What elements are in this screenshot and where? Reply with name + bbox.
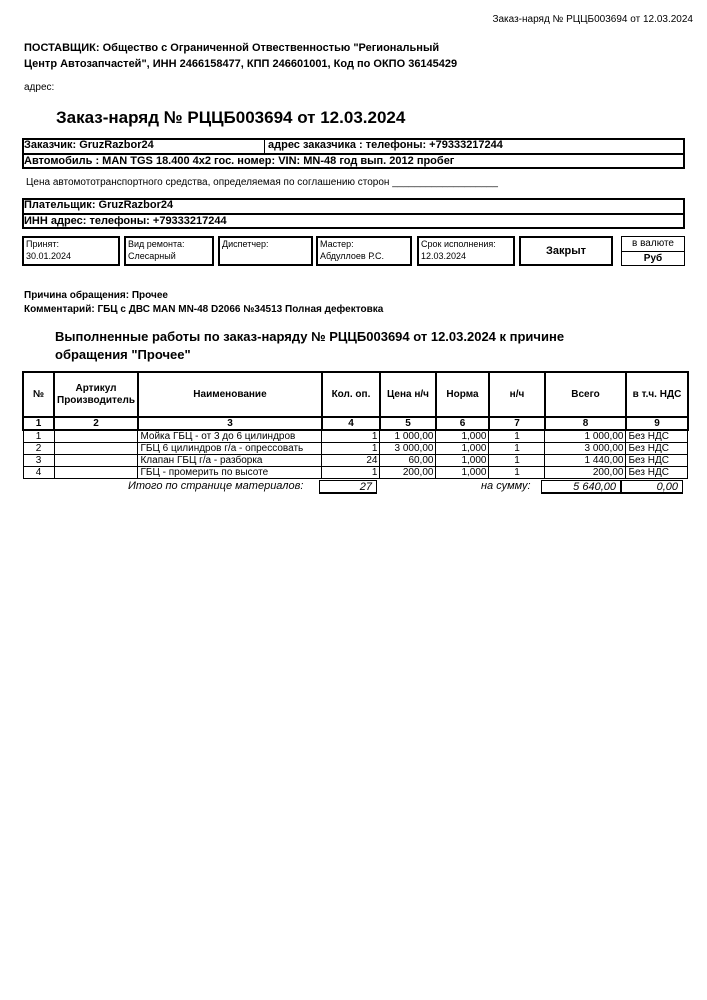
card-repair-type — [124, 236, 214, 266]
header-order-ref: Заказ-наряд № РЦЦБ003694 от 12.03.2024 — [492, 14, 693, 25]
deadline-label: Срок исполнения: — [421, 239, 496, 249]
table-number-row — [23, 417, 688, 430]
row-num: 2 — [23, 443, 54, 455]
table-row — [23, 455, 688, 467]
col-header-name: Наименование — [138, 372, 322, 417]
accepted-label: Принят: — [26, 239, 59, 249]
col-number: 7 — [489, 417, 545, 430]
col-header-total: Всего — [545, 372, 626, 417]
row-name: ГБЦ 6 цилиндров г/а - опрессовать — [138, 443, 322, 455]
master-label: Мастер: — [320, 239, 354, 249]
dispatcher-label: Диспетчер: — [222, 239, 269, 249]
price-line: Цена автомототранспортного средства, определяемая по соглашению сторон ___________________ — [26, 177, 498, 188]
customer-name: Заказчик: GruzRazbor24 — [24, 139, 154, 151]
payer-name: Плательщик: GruzRazbor24 — [24, 199, 174, 211]
row-total: 1 440,00 — [545, 455, 626, 467]
row-qty: 24 — [322, 455, 380, 467]
row-num: 4 — [23, 467, 54, 479]
row-vat: Без НДС — [626, 430, 688, 443]
row-article — [54, 430, 138, 443]
row-qty: 1 — [322, 467, 380, 479]
row-vat: Без НДС — [626, 443, 688, 455]
row-nh: 1 — [489, 467, 545, 479]
payer-inn-row — [22, 215, 685, 230]
col-header-num: № — [23, 372, 54, 417]
row-name: Мойка ГБЦ - от 3 до 6 цилиндров — [138, 430, 322, 443]
col-header-nh: н/ч — [489, 372, 545, 417]
works-table — [22, 371, 689, 479]
row-norm: 1,000 — [436, 455, 489, 467]
col-number: 9 — [626, 417, 688, 430]
comment: Комментарий: ГБЦ с ДВС MAN MN-48 D2066 №34513 Полная дефектовка — [24, 304, 384, 315]
card-accepted — [22, 236, 120, 266]
row-vat: Без НДС — [626, 467, 688, 479]
col-header-norm: Норма — [436, 372, 489, 417]
row-qty: 1 — [322, 443, 380, 455]
master-value: Абдуллоев Р.С. — [320, 251, 385, 261]
table-row — [23, 443, 688, 455]
deadline-value: 12.03.2024 — [421, 251, 467, 261]
payer-inn: ИНН адрес: телефоны: +79333217244 — [24, 215, 227, 227]
table-row — [23, 467, 688, 479]
supplier-info: ПОСТАВЩИК: Общество с Ограниченной Отвественностью "Региональный Центр Автозапчастей", ИНН 2466158477, КПП 246601001, Код по ОКПО 36145429 — [24, 42, 458, 70]
row-article — [54, 455, 138, 467]
col-number: 1 — [23, 417, 54, 430]
card-master — [316, 236, 412, 266]
row-nh: 1 — [489, 430, 545, 443]
row-article — [54, 467, 138, 479]
row-nh: 1 — [489, 455, 545, 467]
row-name: Клапан ГБЦ г/а - разборка — [138, 455, 322, 467]
currency-label: в валюте — [632, 238, 674, 249]
sum-label: на сумму: — [481, 480, 531, 492]
row-qty: 1 — [322, 430, 380, 443]
col-number: 2 — [54, 417, 138, 430]
col-header-vat: в т.ч. НДС — [626, 372, 688, 417]
row-price: 1 000,00 — [380, 430, 436, 443]
totals-label: Итого по странице материалов: — [128, 480, 304, 492]
customer-address: адрес заказчика : телефоны: +79333217244 — [264, 139, 503, 154]
vehicle-info: Автомобиль : MAN TGS 18.400 4x2 гос. номер: VIN: MN-48 год вып. 2012 пробег — [24, 155, 455, 167]
repair-type-value: Слесарный — [128, 251, 176, 261]
payer-row — [22, 199, 685, 214]
row-norm: 1,000 — [436, 443, 489, 455]
col-number: 5 — [380, 417, 436, 430]
row-total: 3 000,00 — [545, 443, 626, 455]
row-total: 1 000,00 — [545, 430, 626, 443]
row-vat: Без НДС — [626, 455, 688, 467]
currency-value: Руб — [622, 251, 684, 265]
works-title: Выполненные работы по заказ-наряду № РЦЦБ003694 от 12.03.2024 к причине обращения "Прочее" — [55, 329, 565, 362]
col-header-article: Артикул Производитель — [54, 372, 138, 417]
row-name: ГБЦ - промерить по высоте — [138, 467, 322, 479]
row-price: 3 000,00 — [380, 443, 436, 455]
document-title: Заказ-наряд № РЦЦБ003694 от 12.03.2024 — [56, 108, 406, 127]
col-header-price: Цена н/ч — [380, 372, 436, 417]
accepted-value: 30.01.2024 — [26, 251, 72, 261]
table-row — [23, 430, 688, 443]
row-num: 1 — [23, 430, 54, 443]
sum-total: 5 640,00 — [541, 480, 621, 494]
status-badge: Закрыт — [519, 236, 613, 266]
repair-type-label: Вид ремонта: — [128, 239, 185, 249]
card-deadline — [417, 236, 515, 266]
col-number: 6 — [436, 417, 489, 430]
card-dispatcher — [218, 236, 313, 266]
vehicle-row — [22, 155, 685, 170]
card-currency — [621, 236, 685, 266]
col-number: 3 — [138, 417, 322, 430]
customer-row — [22, 139, 685, 154]
reason: Причина обращения: Прочее — [24, 290, 168, 301]
row-price: 200,00 — [380, 467, 436, 479]
col-number: 4 — [322, 417, 380, 430]
row-norm: 1,000 — [436, 430, 489, 443]
supplier-address-label: адрес: — [24, 82, 55, 93]
col-number: 8 — [545, 417, 626, 430]
row-num: 3 — [23, 455, 54, 467]
row-price: 60,00 — [380, 455, 436, 467]
row-norm: 1,000 — [436, 467, 489, 479]
row-total: 200,00 — [545, 467, 626, 479]
col-header-qty: Кол. оп. — [322, 372, 380, 417]
row-article — [54, 443, 138, 455]
row-nh: 1 — [489, 443, 545, 455]
table-header-row — [23, 372, 688, 417]
totals-qty: 27 — [319, 480, 377, 494]
sum-vat: 0,00 — [621, 480, 683, 494]
